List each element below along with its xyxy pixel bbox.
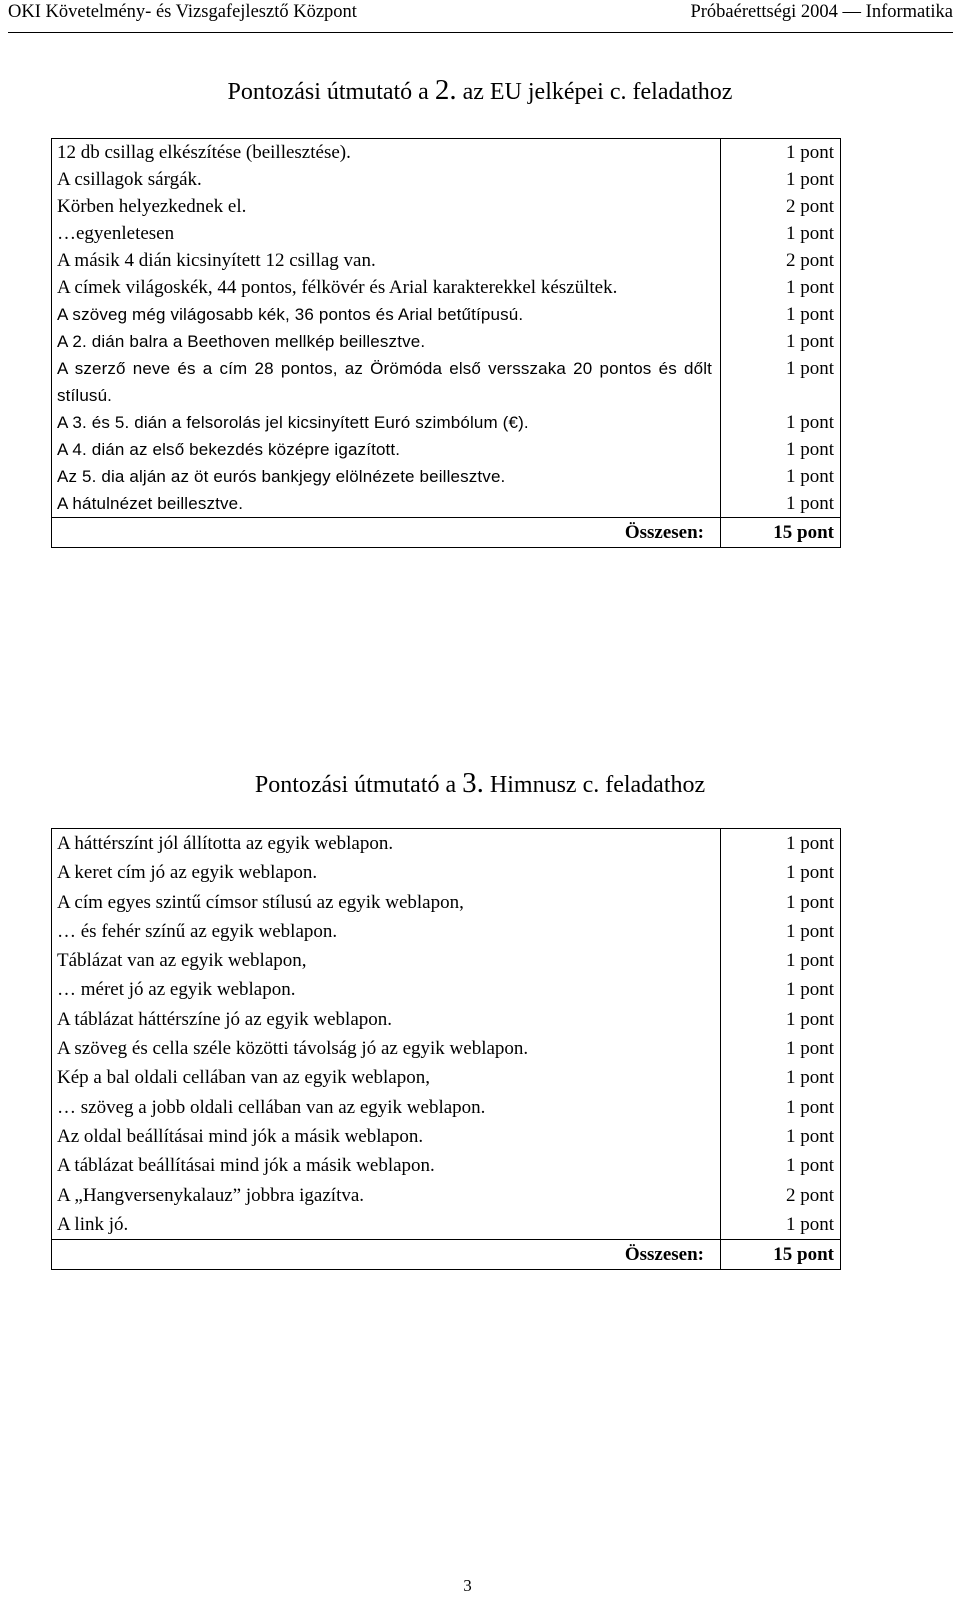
- criterion-points: 1 pont: [721, 1122, 841, 1151]
- criterion-text: A szöveg és cella széle közötti távolság jó az egyik weblapon.: [52, 1034, 721, 1063]
- criterion-points: 1 pont: [721, 220, 841, 247]
- table-row: [52, 829, 841, 859]
- total-points: 15 pont: [721, 518, 841, 548]
- table-row: [52, 858, 841, 887]
- criterion-points: 1 pont: [721, 1063, 841, 1092]
- table-row: [52, 274, 841, 301]
- criterion-text: Kép a bal oldali cellában van az egyik weblapon,: [52, 1063, 721, 1092]
- criterion-points: 1 pont: [721, 888, 841, 917]
- criterion-points: 1 pont: [721, 1151, 841, 1180]
- criterion-text: Az 5. dia alján az öt eurós bankjegy elölnézete beillesztve.: [52, 463, 721, 490]
- criterion-text: A szerző neve és a cím 28 pontos, az Örömóda első versszaka 20 pontos és dőlt stílusú.: [52, 355, 721, 409]
- section2-title-prefix: Pontozási útmutató a: [254, 772, 463, 798]
- criterion-points: 1 pont: [721, 1005, 841, 1034]
- criterion-text: … méret jó az egyik weblapon.: [52, 975, 721, 1004]
- table-row: [52, 139, 841, 167]
- criterion-text: Körben helyezkednek el.: [52, 193, 721, 220]
- criterion-points: 1 pont: [721, 409, 841, 436]
- criterion-points: 1 pont: [721, 975, 841, 1004]
- table-row: [52, 355, 841, 409]
- criterion-text: A 4. dián az első bekezdés középre igazított.: [52, 436, 721, 463]
- table-row: [52, 193, 841, 220]
- table-row: [52, 946, 841, 975]
- criterion-text: A címek világoskék, 44 pontos, félkövér és Arial karakterekkel készültek.: [52, 274, 721, 301]
- table-row: [52, 166, 841, 193]
- section1-title-prefix: Pontozási útmutató a: [227, 79, 435, 105]
- table-row: [52, 1005, 841, 1034]
- table-row: [52, 1034, 841, 1063]
- table-row: [52, 1151, 841, 1180]
- criterion-points: 2 pont: [721, 1181, 841, 1210]
- criterion-text: … és fehér színű az egyik weblapon.: [52, 917, 721, 946]
- criterion-points: 2 pont: [721, 247, 841, 274]
- table-row: [52, 436, 841, 463]
- total-label: Összesen:: [52, 518, 721, 548]
- table-row: [52, 1093, 841, 1122]
- criterion-points: 1 pont: [721, 1210, 841, 1240]
- page-number: 3: [463, 1576, 472, 1595]
- criterion-points: 1 pont: [721, 139, 841, 167]
- section1-title-suffix: az EU jelképei c. feladathoz: [456, 79, 733, 105]
- criterion-text: A másik 4 dián kicsinyített 12 csillag van.: [52, 247, 721, 274]
- criterion-text: … szöveg a jobb oldali cellában van az egyik weblapon.: [52, 1093, 721, 1122]
- total-row: [52, 1240, 841, 1270]
- criterion-points: 1 pont: [721, 490, 841, 518]
- criterion-points: 1 pont: [721, 301, 841, 328]
- table-row: [52, 888, 841, 917]
- criterion-text: A 2. dián balra a Beethoven mellkép beillesztve.: [52, 328, 721, 355]
- criterion-points: 1 pont: [721, 1093, 841, 1122]
- criterion-text: A cím egyes szintű címsor stílusú az egyik weblapon,: [52, 888, 721, 917]
- criterion-points: 1 pont: [721, 274, 841, 301]
- table-row: [52, 409, 841, 436]
- criterion-text: A keret cím jó az egyik weblapon.: [52, 858, 721, 887]
- section2-scoring-table: [51, 828, 841, 1270]
- criterion-text: A 3. és 5. dián a felsorolás jel kicsinyített Euró szimbólum (€).: [52, 409, 721, 436]
- criterion-text: 12 db csillag elkészítése (beillesztése).: [52, 139, 721, 167]
- page-header: [8, 0, 953, 33]
- table-row: [52, 1181, 841, 1210]
- criterion-points: 1 pont: [721, 829, 841, 859]
- criterion-text: Az oldal beállításai mind jók a másik weblapon.: [52, 1122, 721, 1151]
- total-points: 15 pont: [721, 1240, 841, 1270]
- criterion-points: 2 pont: [721, 193, 841, 220]
- table-row: [52, 463, 841, 490]
- criterion-points: 1 pont: [721, 355, 841, 409]
- criterion-text: A „Hangversenykalauz” jobbra igazítva.: [52, 1181, 721, 1210]
- criterion-points: 1 pont: [721, 328, 841, 355]
- criterion-text: A háttérszínt jól állította az egyik weblapon.: [52, 829, 721, 859]
- criterion-text: A link jó.: [52, 1210, 721, 1240]
- table-row: [52, 1210, 841, 1240]
- table-row: [52, 301, 841, 328]
- criterion-text: A szöveg még világosabb kék, 36 pontos és Arial betűtípusú.: [52, 301, 721, 328]
- criterion-text: A hátulnézet beillesztve.: [52, 490, 721, 518]
- section1-title-number: 2.: [434, 74, 457, 106]
- table-row: [52, 917, 841, 946]
- section2-title-number: 3.: [462, 767, 484, 799]
- criterion-points: 1 pont: [721, 463, 841, 490]
- table-row: [52, 328, 841, 355]
- table-row: [52, 220, 841, 247]
- criterion-text: Táblázat van az egyik weblapon,: [52, 946, 721, 975]
- table-row: [52, 247, 841, 274]
- total-row: [52, 518, 841, 548]
- table-row: [52, 1122, 841, 1151]
- criterion-points: 1 pont: [721, 946, 841, 975]
- header-organization: OKI Követelmény- és Vizsgafejlesztő Központ: [8, 2, 357, 22]
- section1-scoring-table: [51, 138, 841, 548]
- section2-title: [0, 768, 960, 800]
- criterion-points: 1 pont: [721, 436, 841, 463]
- table-row: [52, 1063, 841, 1092]
- header-exam-title: Próbaérettségi 2004 — Informatika: [690, 2, 953, 22]
- criterion-points: 1 pont: [721, 166, 841, 193]
- criterion-points: 1 pont: [721, 1034, 841, 1063]
- table-row: [52, 975, 841, 1004]
- criterion-text: A táblázat háttérszíne jó az egyik weblapon.: [52, 1005, 721, 1034]
- criterion-text: A csillagok sárgák.: [52, 166, 721, 193]
- criterion-points: 1 pont: [721, 858, 841, 887]
- total-label: Összesen:: [52, 1240, 721, 1270]
- section2-title-suffix: Himnusz c. feladathoz: [483, 772, 706, 798]
- criterion-text: A táblázat beállításai mind jók a másik weblapon.: [52, 1151, 721, 1180]
- criterion-points: 1 pont: [721, 917, 841, 946]
- table-row: [52, 490, 841, 518]
- section1-title: [0, 75, 960, 107]
- criterion-text: …egyenletesen: [52, 220, 721, 247]
